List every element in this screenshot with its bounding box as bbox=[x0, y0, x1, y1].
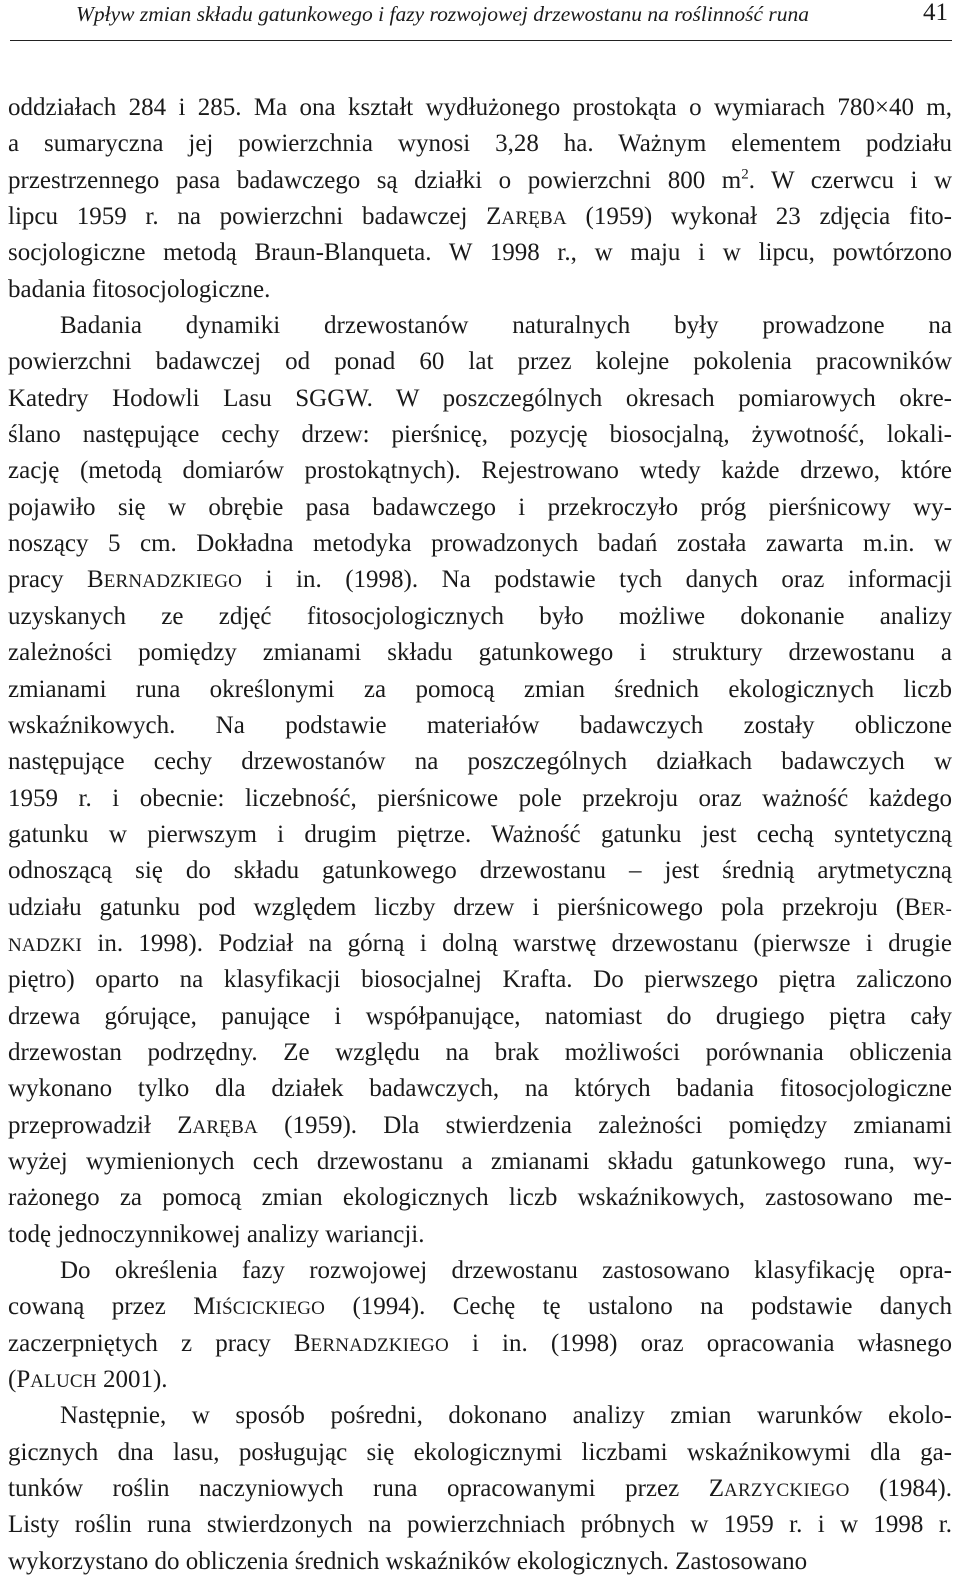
text-line bbox=[8, 490, 952, 526]
text-line bbox=[8, 708, 952, 744]
text-line bbox=[8, 1180, 952, 1216]
text-segment: udziału gatunku pod względem liczby drzew i pierśnicowego pola przekroju (B bbox=[8, 893, 921, 921]
text-line bbox=[8, 635, 952, 671]
text-segment: in. 1998). Podział na górną i dolną warstwę drzewostanu (pierwsze i drugie bbox=[82, 929, 952, 957]
text-line bbox=[8, 926, 952, 962]
text-segment: Następnie, w sposób pośredni, dokonano analizy zmian warunków ekolo- bbox=[60, 1402, 952, 1430]
text-line bbox=[8, 453, 952, 489]
text-line bbox=[8, 1289, 952, 1325]
text-segment: badania fitosocjologiczne. bbox=[8, 275, 271, 303]
text-segment: Badania dynamiki drzewostanów naturalnych były prowadzone na bbox=[60, 312, 952, 340]
text-line bbox=[8, 235, 952, 271]
running-header bbox=[10, 0, 952, 41]
page-number: 41 bbox=[923, 0, 948, 26]
text-segment: drzewa górujące, panujące i współpanujące, natomiast do drugiego piętra cały bbox=[8, 1002, 952, 1030]
text-segment: piętro) oparto na klasyfikacji biosocjalnej Krafta. Do pierwszego piętra zaliczono bbox=[8, 966, 952, 994]
text-segment: wykorzystano do obliczenia średnich wskaźników ekologicznych. Zastosowano bbox=[8, 1547, 808, 1575]
text-line bbox=[8, 1035, 952, 1071]
text-segment: lipcu 1959 r. na powierzchni badawczej Z bbox=[8, 203, 502, 231]
author-name-smallcaps: ARZYCKIEGO bbox=[724, 1480, 850, 1502]
text-segment: zację (metodą domiarów prostokątnych). Rejestrowano wtedy każde drzewo, które bbox=[8, 457, 952, 485]
author-name-smallcaps: NADZKI bbox=[8, 934, 83, 956]
text-segment: rażonego za pomocą zmian ekologicznych liczb wskaźnikowych, zastosowano me- bbox=[8, 1184, 952, 1212]
text-segment: zmianami runa określonymi za pomocą zmian średnich ekologicznych liczb bbox=[8, 675, 952, 703]
author-name-smallcaps: ARĘBA bbox=[501, 208, 567, 230]
text-line bbox=[8, 962, 952, 998]
text-line bbox=[8, 1217, 952, 1253]
text-line bbox=[8, 1435, 952, 1471]
text-segment: zaczerpniętych z pracy B bbox=[8, 1329, 311, 1357]
text-segment: przeprowadził Z bbox=[8, 1111, 193, 1139]
text-segment: zależności pomiędzy zmianami składu gatunkowego i struktury drzewostanu a bbox=[8, 639, 952, 667]
text-line bbox=[8, 272, 952, 308]
text-segment: socjologiczne metodą Braun-Blanqueta. W 1998 r., w maju i w lipcu, powtórzono bbox=[8, 239, 952, 267]
text-line bbox=[8, 817, 952, 853]
text-segment: Do określenia fazy rozwojowej drzewostanu zastosowano klasyfikację opra- bbox=[60, 1257, 952, 1284]
running-title: Wpływ zmian składu gatunkowego i fazy rozwojowej drzewostanu na roślinność runa bbox=[76, 2, 809, 26]
text-segment: (1959). Dla stwierdzenia zależności pomiędzy zmianami bbox=[257, 1111, 952, 1139]
text-segment: . W czerwcu i w bbox=[748, 166, 952, 194]
author-name-smallcaps: ERNADZKIEGO bbox=[310, 1334, 449, 1356]
text-line bbox=[8, 308, 952, 344]
text-segment: pracy B bbox=[8, 566, 104, 594]
text-segment: drzewostan podrzędny. Ze względu na brak możliwości porównania obliczenia bbox=[8, 1038, 952, 1066]
text-segment: oddziałach 284 i 285. Ma ona kształt wydłużonego prostokąta o wymiarach 780×40 m, bbox=[8, 94, 952, 121]
text-line bbox=[8, 199, 952, 235]
text-line bbox=[8, 163, 952, 199]
text-line bbox=[8, 126, 952, 162]
text-segment: Listy roślin runa stwierdzonych na powierzchniach próbnych w 1959 r. i w 1998 r. bbox=[8, 1511, 952, 1539]
text-line bbox=[8, 1544, 952, 1580]
text-segment: (1994). Cechę tę ustalono na podstawie danych bbox=[325, 1293, 953, 1321]
text-segment: cowaną przez M bbox=[8, 1293, 216, 1321]
text-line bbox=[8, 1507, 952, 1543]
text-segment: pojawiło się w obrębie pasa badawczego i przekroczyło próg pierśnicowy wy- bbox=[8, 493, 952, 521]
author-name-smallcaps: ERNADZKIEGO bbox=[103, 571, 243, 593]
text-line bbox=[8, 1253, 952, 1289]
text-line bbox=[8, 1108, 952, 1144]
text-segment: 1959 r. i obecnie: liczebność, pierśnicowe pole przekroju oraz ważność każdego bbox=[8, 784, 952, 812]
text-line bbox=[8, 744, 952, 780]
text-line bbox=[8, 999, 952, 1035]
text-segment: gicznych dna lasu, posługując się ekologicznymi liczbami wskaźnikowymi dla ga- bbox=[8, 1438, 952, 1466]
text-line bbox=[8, 1071, 952, 1107]
text-segment: wyżej wymienionych cech drzewostanu a zmianami składu gatunkowego runa, wy- bbox=[8, 1147, 952, 1175]
text-line bbox=[8, 344, 952, 380]
text-line bbox=[8, 853, 952, 889]
text-line bbox=[8, 417, 952, 453]
text-line bbox=[8, 599, 952, 635]
text-line bbox=[8, 562, 952, 598]
text-line bbox=[8, 1398, 952, 1434]
text-segment: gatunku w pierwszym i drugim piętrze. Ważność gatunku jest cechą syntetyczną bbox=[8, 820, 952, 848]
text-segment: Katedry Hodowli Lasu SGGW. W poszczególnych okresach pomiarowych okre- bbox=[8, 384, 952, 412]
text-segment: tunków roślin naczyniowych runa opracowanymi przez Z bbox=[8, 1475, 725, 1503]
text-segment: (P bbox=[8, 1366, 31, 1394]
body-text bbox=[8, 90, 952, 1580]
text-segment: odnoszącą się do składu gatunkowego drzewostanu – jest średnią arytmetyczną bbox=[8, 857, 952, 885]
text-line bbox=[8, 526, 952, 562]
text-segment: i in. (1998). Na podstawie tych danych oraz informacji bbox=[242, 566, 952, 594]
text-segment: uzyskanych ze zdjęć fitosocjologicznych było możliwe dokonanie analizy bbox=[8, 602, 952, 630]
text-segment: (1984). bbox=[849, 1475, 952, 1503]
author-name-smallcaps: IŚCICKIEGO bbox=[215, 1298, 326, 1320]
text-line bbox=[8, 781, 952, 817]
text-segment: noszący 5 cm. Dokładna metodyka prowadzonych badań została zawarta m.in. w bbox=[8, 530, 952, 558]
text-line bbox=[8, 672, 952, 708]
text-segment: a sumaryczna jej powierzchnia wynosi 3,28 ha. Ważnym elementem podziału bbox=[8, 130, 952, 158]
text-segment: powierzchni badawczej od ponad 60 lat przez kolejne pokolenia pracowników bbox=[8, 348, 952, 376]
text-line bbox=[8, 1471, 952, 1507]
author-name-smallcaps: ALUCH bbox=[30, 1371, 97, 1393]
text-segment: 2001). bbox=[96, 1366, 168, 1394]
text-segment: todę jednoczynnikowej analizy wariancji. bbox=[8, 1220, 425, 1248]
text-line bbox=[8, 90, 952, 126]
text-line bbox=[8, 1362, 952, 1398]
text-line bbox=[8, 1326, 952, 1362]
text-segment: ślano następujące cechy drzew: pierśnicę, pozycję biosocjalną, żywotność, lokali- bbox=[8, 421, 952, 449]
text-line bbox=[8, 381, 952, 417]
text-line bbox=[8, 1144, 952, 1180]
text-segment: wskaźnikowych. Na podstawie materiałów badawczych zostały obliczone bbox=[8, 711, 952, 739]
text-segment: przestrzennego pasa badawczego są działki o powierzchni 800 m bbox=[8, 166, 742, 194]
text-segment: następujące cechy drzewostanów na poszczególnych działkach badawczych w bbox=[8, 748, 952, 776]
text-line bbox=[8, 890, 952, 926]
text-segment: wykonano tylko dla działek badawczych, na których badania fitosocjologiczne bbox=[8, 1075, 952, 1103]
author-name-smallcaps: ER- bbox=[920, 898, 952, 920]
author-name-smallcaps: ARĘBA bbox=[192, 1116, 258, 1138]
text-segment: i in. (1998) oraz opracowania własnego bbox=[448, 1329, 952, 1357]
text-segment: (1959) wykonał 23 zdjęcia fito- bbox=[566, 203, 952, 231]
superscript: 2 bbox=[741, 166, 749, 183]
